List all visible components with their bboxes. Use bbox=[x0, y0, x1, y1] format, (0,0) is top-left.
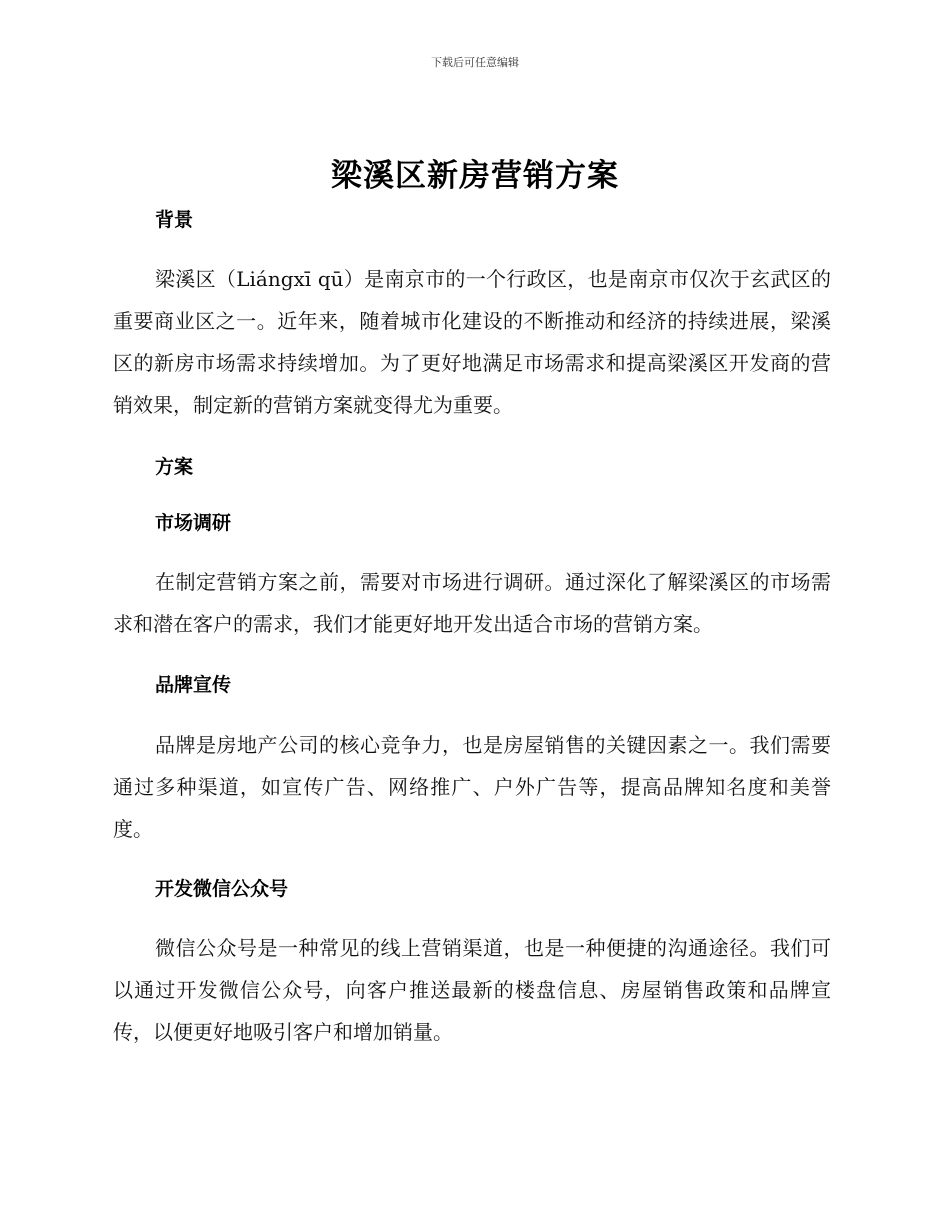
section-heading-market-research: 市场调研 bbox=[155, 512, 232, 534]
document-title: 梁溪区新房营销方案 bbox=[331, 158, 619, 194]
section-heading-plan: 方案 bbox=[155, 456, 194, 478]
paragraph-wechat: 微信公众号是一种常见的线上营销渠道，也是一种便捷的沟通途径。我们可以通过开发微信公众号，向客户推送最新的楼盘信息、房屋销售政策和品牌宣传，以便更好地吸引客户和增加销量。 bbox=[113, 936, 831, 1044]
document-body bbox=[113, 200, 831, 1053]
paragraph-market-research: 在制定营销方案之前，需要对市场进行调研。通过深化了解梁溪区的市场需求和潜在客户的需求，我们才能更好地开发出适合市场的营销方案。 bbox=[113, 570, 831, 636]
header-note: 下载后可任意编辑 bbox=[431, 56, 519, 69]
paragraph-brand-promotion: 品牌是房地产公司的核心竞争力，也是房屋销售的关键因素之一。我们需要通过多种渠道，如宣传广告、网络推广、户外广告等，提高品牌知名度和美誉度。 bbox=[113, 733, 831, 841]
section-heading-wechat: 开发微信公众号 bbox=[155, 878, 289, 900]
section-heading-brand-promotion: 品牌宣传 bbox=[155, 674, 232, 696]
section-heading-background: 背景 bbox=[155, 209, 194, 231]
paragraph-background: 梁溪区（Liángxī qū）是南京市的一个行政区，也是南京市仅次于玄武区的重要商业区之一。近年来，随着城市化建设的不断推动和经济的持续进展，梁溪区的新房市场需求持续增加。为了更好地满足市场需求和提高梁溪区开发商的营销效果，制定新的营销方案就变得尤为重要。 bbox=[113, 267, 831, 417]
